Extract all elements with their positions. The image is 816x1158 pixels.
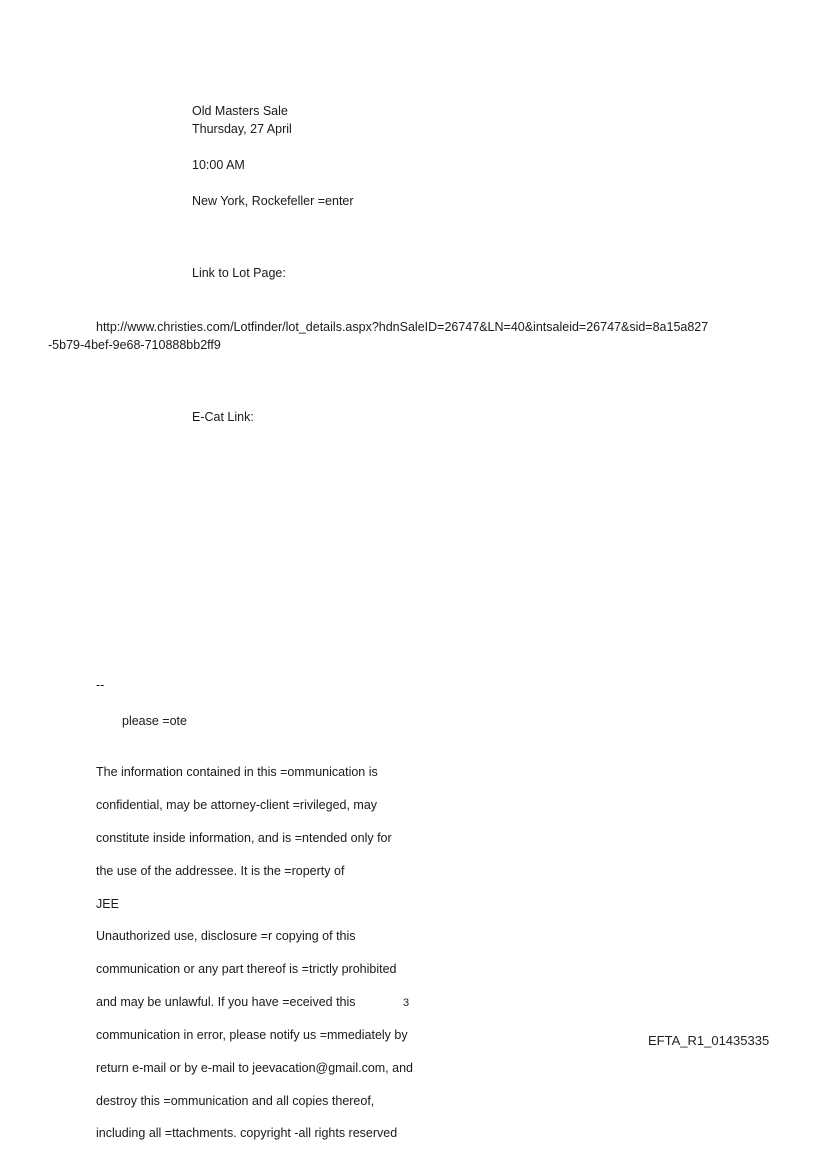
lot-link-label: Link to Lot Page: <box>192 266 286 280</box>
disclaimer-line: JEE <box>96 896 119 911</box>
disclaimer-line: destroy this =ommunication and all copies thereof, <box>96 1093 375 1108</box>
sale-time: 10:00 AM <box>192 158 245 172</box>
signature-note: please =ote <box>122 714 187 728</box>
disclaimer-line: the use of the addressee. It is the =roperty of <box>96 863 345 878</box>
disclaimer-block <box>96 748 413 1158</box>
disclaimer-line: and may be unlawful. If you have =eceived this <box>96 995 356 1010</box>
disclaimer-line: communication in error, please notify us =mmediately by <box>96 1027 408 1042</box>
sale-location: New York, Rockefeller =enter <box>192 194 354 208</box>
disclaimer-line: Unauthorized use, disclosure =r copying of this <box>96 929 356 944</box>
disclaimer-line: The information contained in this =ommunication is <box>96 765 378 780</box>
disclaimer-line: return e-mail or by e-mail to jeevacation@gmail.com, and <box>96 1060 413 1075</box>
ecat-link-label: E-Cat Link: <box>192 410 254 424</box>
disclaimer-line: confidential, may be attorney-client =rivileged, may <box>96 798 378 813</box>
document-id: EFTA_R1_01435335 <box>648 1033 770 1048</box>
lot-link-url-line2[interactable]: -5b79-4bef-9e68-710888bb2ff9 <box>48 338 221 352</box>
disclaimer-line: including all =ttachments. copyright -all rights reserved <box>96 1126 398 1141</box>
disclaimer-line: constitute inside information, and is =ntended only for <box>96 831 392 846</box>
sale-date: Thursday, 27 April <box>192 122 292 136</box>
page-number: 3 <box>403 997 410 1009</box>
disclaimer-line: communication or any part thereof is =trictly prohibited <box>96 962 397 977</box>
lot-link-url-line1[interactable]: http://www.christies.com/Lotfinder/lot_details.aspx?hdnSaleID=26747&LN=40&intsaleid=26747&sid=8a15a827 <box>96 320 709 334</box>
sale-title: Old Masters Sale <box>192 104 288 118</box>
signature-separator: -- <box>96 678 105 692</box>
